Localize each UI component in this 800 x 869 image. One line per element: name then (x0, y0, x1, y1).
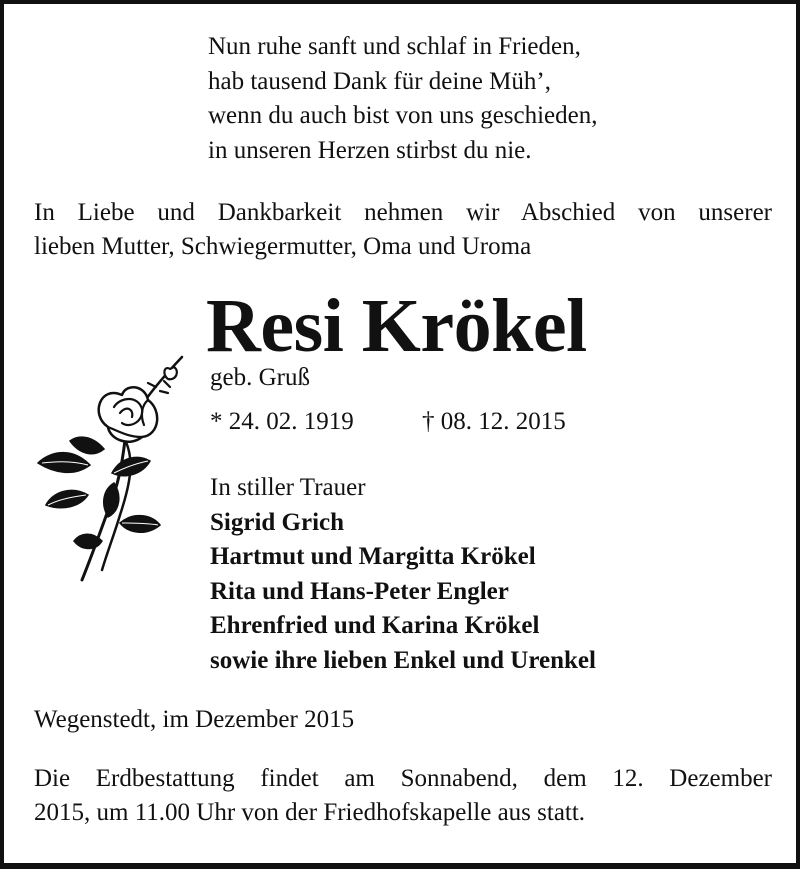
burial-line: Die Erdbestattung findet am Sonnabend, dem 12. Dezember (34, 765, 772, 792)
poem-line: in unseren Herzen stirbst du nie. (208, 136, 532, 164)
mourners (210, 471, 596, 678)
mourners-heading: In stiller Trauer (210, 474, 366, 501)
burial-line: 2015, um 11.00 Uhr von der Friedhofskapelle aus statt. (34, 799, 586, 826)
life-dates (210, 405, 566, 439)
maiden-name: geb. Gruß (210, 364, 310, 391)
burial-info (34, 762, 772, 830)
poem-line: Nun ruhe sanft und schlaf in Frieden, (208, 33, 581, 60)
intro-text (34, 196, 772, 264)
poem-line: hab tausend Dank für deine Müh’, (208, 67, 551, 95)
poem-line: wenn du auch bist von uns geschieden, (208, 102, 598, 129)
intro-line: lieben Mutter, Schwiegermutter, Oma und Uroma (34, 233, 532, 260)
mourner-name: sowie ihre lieben Enkel und Urenkel (210, 646, 596, 674)
place-date: Wegenstedt, im Dezember 2015 (34, 706, 355, 733)
mourner-name: Ehrenfried und Karina Krökel (210, 612, 540, 639)
deceased-name: Resi Krökel (206, 284, 587, 368)
intro-line: In Liebe und Dankbarkeit nehmen wir Abschied von unserer (34, 199, 772, 226)
death-date: † 08. 12. 2015 (422, 408, 566, 435)
mourner-name: Hartmut und Margitta Krökel (210, 543, 536, 570)
rose-icon (30, 345, 200, 595)
mourner-name: Rita und Hans-Peter Engler (210, 577, 509, 605)
poem (208, 30, 598, 168)
mourner-name: Sigrid Grich (210, 508, 345, 536)
birth-date: * 24. 02. 1919 (210, 408, 354, 435)
